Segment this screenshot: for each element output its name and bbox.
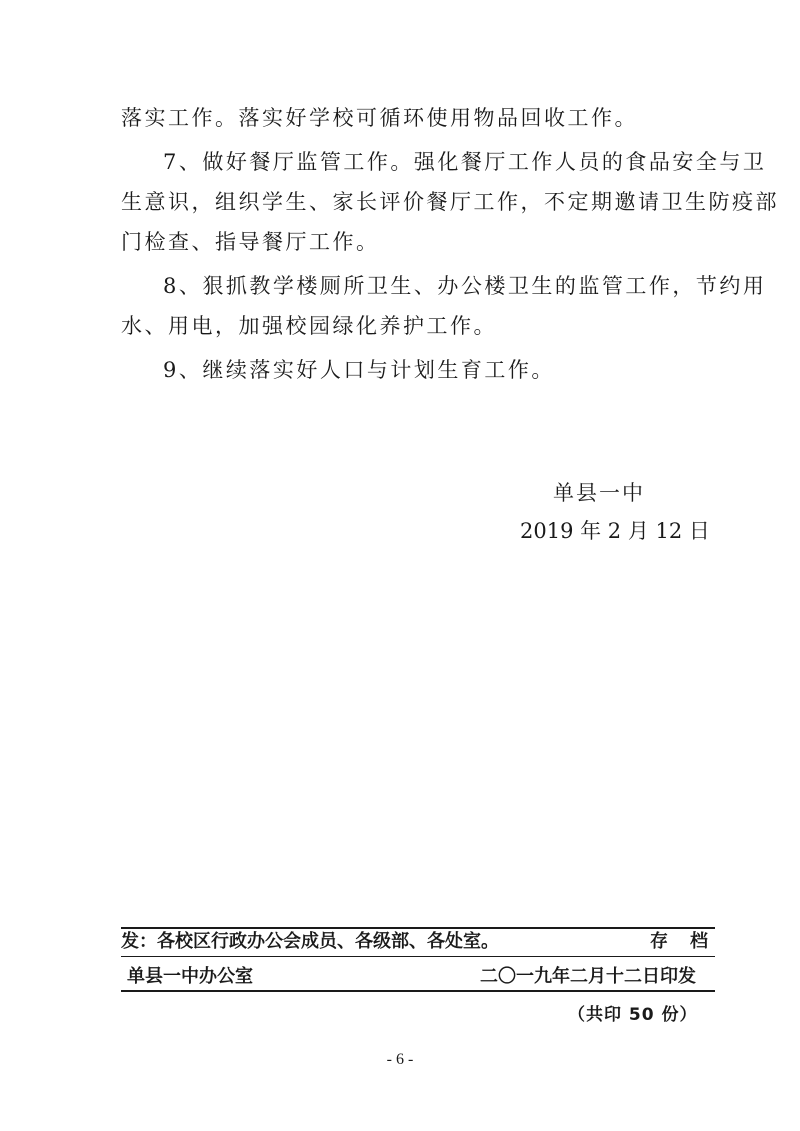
paragraph-line: 生意识，组织学生、家长评价餐厅工作，不定期邀请卫生防疫部 <box>121 190 779 214</box>
paragraph-line: 门检查、指导餐厅工作。 <box>121 230 380 254</box>
print-copies: （共印 50 份） <box>568 1005 698 1025</box>
footer-middle-rule <box>121 956 715 957</box>
paragraph-line: 7、做好餐厅监管工作。强化餐厅工作人员的食品安全与卫 <box>163 150 767 174</box>
archive-label: 存 档 <box>650 931 710 952</box>
issue-date: 二〇一九年二月十二日印发 <box>480 966 696 987</box>
paragraph-line: 水、用电，加强校园绿化养护工作。 <box>121 314 497 338</box>
distribution-line: 发：各校区行政办公会成员、各级部、各处室。 <box>121 931 499 952</box>
signature-organization: 单县一中 <box>553 481 645 505</box>
paragraph-line: 9、继续落实好人口与计划生育工作。 <box>163 358 555 382</box>
page-number: - 6 - <box>386 1051 414 1068</box>
paragraph-line: 落实工作。落实好学校可循环使用物品回收工作。 <box>121 106 638 130</box>
issuing-office: 单县一中办公室 <box>127 966 253 987</box>
footer-bottom-rule <box>121 990 715 992</box>
signature-date: 2019 年 2 月 12 日 <box>520 519 710 543</box>
paragraph-line: 8、狠抓教学楼厕所卫生、办公楼卫生的监管工作，节约用 <box>163 274 767 298</box>
